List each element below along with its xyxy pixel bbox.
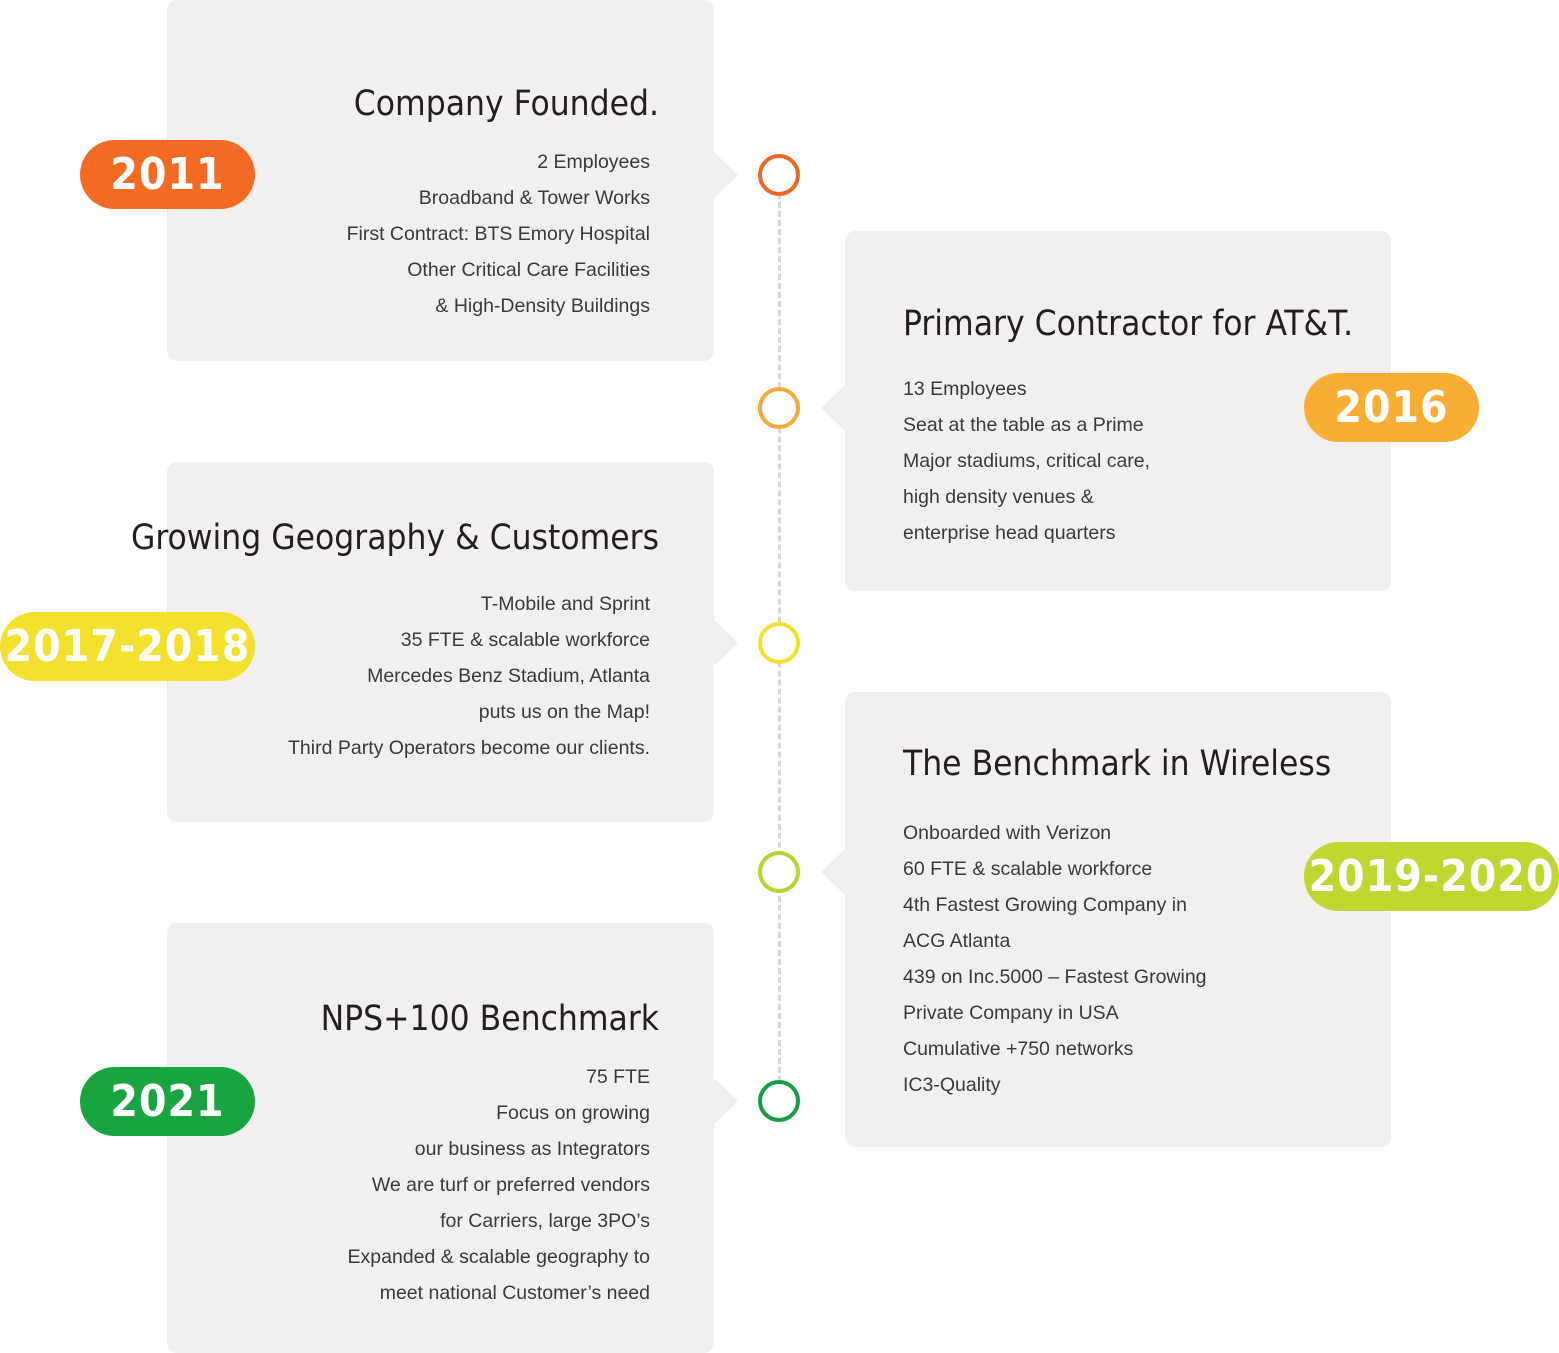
milestone-detail-line: puts us on the Map! [478,701,650,723]
milestone-detail-line: & High-Density Buildings [435,295,650,317]
milestone-details [347,144,650,324]
milestone-detail-line: meet national Customer’s need [379,1282,650,1304]
timeline-node-2019-2020 [758,851,800,893]
milestone-details [348,1059,650,1311]
year-badge-2017-2018: 2017-2018 [0,612,255,681]
year-badge-2016: 2016 [1304,373,1479,442]
milestone-detail-line: 60 FTE & scalable workforce [903,858,1153,880]
milestone-detail-line: Seat at the table as a Prime [903,414,1144,436]
milestone-detail-line: IC3-Quality [903,1074,1001,1096]
timeline-node-2011 [758,154,800,196]
milestone-title: NPS+100 Benchmark [320,999,659,1039]
milestone-detail-line: Major stadiums, critical care, [903,450,1151,472]
year-badge-2011: 2011 [80,140,255,209]
milestone-detail-line: our business as Integrators [414,1138,650,1160]
milestone-detail-line: First Contract: BTS Emory Hospital [346,223,650,245]
milestone-detail-line: We are turf or preferred vendors [371,1174,650,1196]
milestone-detail-line: enterprise head quarters [903,522,1116,544]
milestone-detail-line: Onboarded with Verizon [903,822,1112,844]
milestone-details [288,586,650,766]
card-pointer [714,620,738,666]
milestone-detail-line: high density venues & [903,486,1094,508]
milestone-title: The Benchmark in Wireless [903,744,1332,784]
milestone-detail-line: T-Mobile and Sprint [480,593,650,615]
year-badge-2019-2020: 2019-2020 [1304,842,1559,911]
milestone-detail-line: Private Company in USA [903,1002,1119,1024]
milestone-title: Growing Geography & Customers [130,518,659,558]
milestone-detail-line: Third Party Operators become our clients. [288,737,650,759]
milestone-detail-line: ACG Atlanta [903,930,1011,952]
timeline-node-2016 [758,387,800,429]
milestone-detail-line: 439 on Inc.5000 – Fastest Growing [903,966,1207,988]
card-pointer [714,152,738,198]
milestone-detail-line: 2 Employees [537,151,650,173]
milestone-detail-line: for Carriers, large 3PO’s [440,1210,650,1232]
milestone-detail-line: 13 Employees [903,378,1027,400]
milestone-detail-line: Broadband & Tower Works [418,187,650,209]
milestone-title: Primary Contractor for AT&T. [903,304,1354,344]
year-badge-2021: 2021 [80,1067,255,1136]
card-pointer [714,1078,738,1124]
milestone-title: Company Founded. [353,84,659,124]
milestone-details [903,815,1207,1103]
milestone-detail-line: Expanded & scalable geography to [347,1246,650,1268]
milestone-detail-line: Focus on growing [496,1102,650,1124]
milestone-detail-line: Cumulative +750 networks [903,1038,1134,1060]
timeline-node-2017-2018 [758,622,800,664]
milestone-detail-line: 4th Fastest Growing Company in [903,894,1187,916]
milestone-detail-line: Other Critical Care Facilities [407,259,650,281]
milestone-card-2019-2020 [845,692,1391,1147]
card-pointer [821,849,845,895]
milestone-details [903,371,1150,551]
milestone-detail-line: Mercedes Benz Stadium, Atlanta [367,665,650,687]
timeline-node-2021 [758,1080,800,1122]
milestone-detail-line: 35 FTE & scalable workforce [400,629,650,651]
card-pointer [821,385,845,431]
milestone-detail-line: 75 FTE [586,1066,650,1088]
milestone-card-2021 [167,923,714,1353]
